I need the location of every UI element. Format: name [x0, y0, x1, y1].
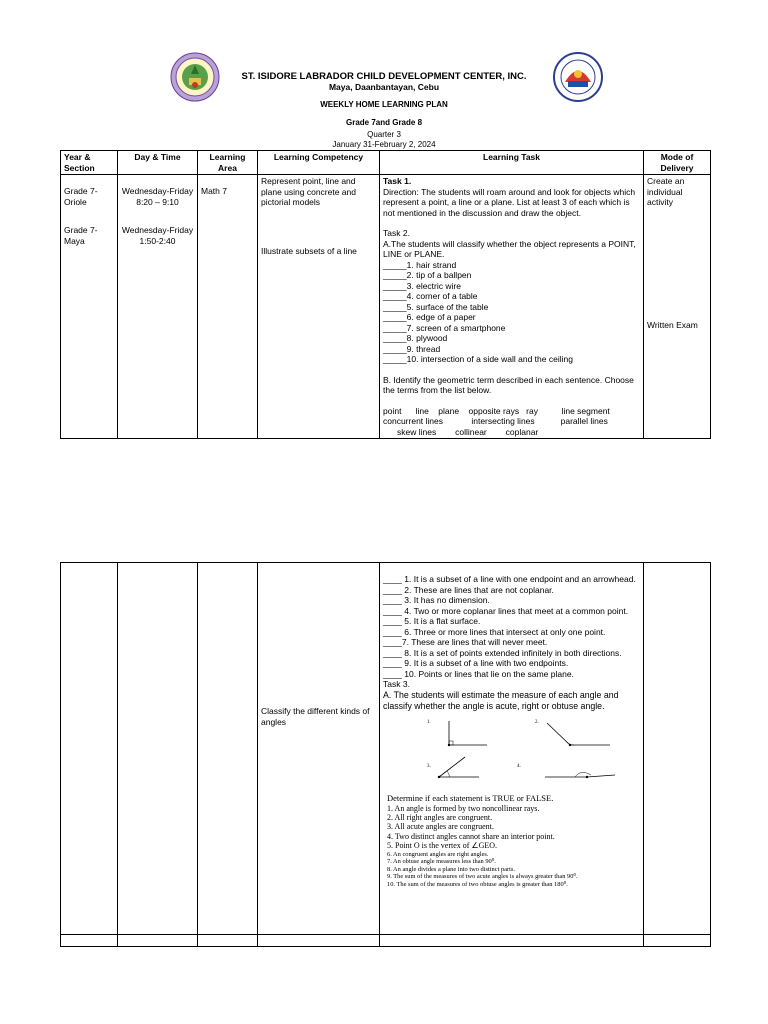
tf-heading: Determine if each statement is TRUE or FALSE.	[387, 792, 554, 803]
task3-text: A. The students will estimate the measure of each angle and classify whether the angle is acute, right or obtuse angle.	[383, 689, 619, 711]
time-oriole: Wednesday-Friday 8:20 – 9:10	[121, 186, 194, 207]
angles-figure	[425, 715, 650, 787]
table-row	[61, 935, 711, 947]
empty-cell	[258, 935, 380, 947]
task2-text: A.The students will classify whether the object represents a POINT, LINE or PLANE.	[383, 238, 636, 259]
list-item: ____ 10. Points or lines that lie on the same plane.	[383, 668, 574, 679]
list-item: 9. The sum of the measures of two acute angles is always greater than 90⁰.	[387, 873, 578, 881]
list-item: _____8. plywood	[383, 333, 448, 343]
grade-level: Grade 7and Grade 8	[345, 118, 423, 127]
list-item: 2. All right angles are congruent.	[387, 812, 493, 822]
day-time-cell	[118, 175, 198, 439]
list-item: 10. The sum of the measures of two obtuse angles is greater than 180⁰.	[387, 880, 568, 888]
mode-exam: Written Exam	[647, 319, 698, 330]
empty-cell	[61, 935, 118, 947]
task3-title: Task 3.	[383, 679, 410, 689]
list-item: 5. Point O is the vertex of ∠GEO.	[387, 841, 498, 851]
time-maya: Wednesday-Friday 1:50-2:40	[121, 225, 194, 246]
angle-label: 4.	[517, 763, 521, 769]
list-item: ____ 1. It is a subset of a line with one endpoint and an arrowhead.	[383, 574, 636, 584]
task2-title: Task 2.	[383, 228, 410, 238]
list-item: 1. An angle is formed by two noncollinear rays.	[387, 803, 540, 813]
list-item: ____ 5. It is a flat surface.	[383, 616, 481, 626]
section-maya: Grade 7- Maya	[64, 225, 98, 246]
list-item: _____5. surface of the table	[383, 301, 489, 312]
list-item: _____6. edge of a paper	[383, 312, 476, 322]
task1-text: Direction: The students will roam around and look for objects which represent a point, a line or a plane. List at least 3 of each which is not mentioned in the discussion and draw the object.	[383, 186, 636, 218]
list-item: 7. An obtuse angle measures less than 90⁰.	[387, 858, 496, 866]
section-oriole: Grade 7- Oriole	[64, 186, 98, 207]
header-day-time: Day & Time	[118, 151, 198, 175]
list-item: ____7. These are lines that will never meet.	[383, 637, 548, 647]
list-item: _____7. screen of a smartphone	[383, 322, 506, 333]
list-item: _____1. hair strand	[383, 259, 457, 270]
table-row	[61, 563, 711, 935]
learning-area-cell	[198, 175, 258, 439]
table-row	[61, 175, 711, 439]
angle-label: 1.	[427, 719, 431, 725]
part-b-text: B. Identify the geometric term described in each sentence. Choose the terms from the list below.	[383, 374, 634, 395]
empty-cell	[61, 563, 118, 935]
plan-title: WEEKLY HOME LEARNING PLAN	[320, 100, 448, 109]
section-cell	[61, 175, 118, 439]
learning-plan-table	[60, 150, 711, 439]
task2-list	[383, 260, 640, 365]
learning-area: Math 7	[201, 186, 227, 196]
header-competency: Learning Competency	[258, 151, 380, 175]
identify-terms-list	[383, 574, 640, 679]
list-item: ____ 9. It is a subset of a line with two endpoints.	[383, 658, 569, 668]
mode-activity: Create an individual activity	[647, 176, 685, 207]
list-item: _____3. electric wire	[383, 280, 461, 291]
quarter: Quarter 3	[367, 130, 401, 139]
empty-cell	[644, 935, 711, 947]
empty-cell	[644, 563, 711, 935]
empty-cell	[118, 935, 198, 947]
competency-cell	[258, 175, 380, 439]
competency-point-line-plane: Represent point, line and plane using concrete and pictorial models	[261, 176, 356, 207]
header-learning-area: Learning Area	[198, 151, 258, 175]
list-item: _____9. thread	[383, 343, 441, 354]
empty-cell	[380, 935, 644, 947]
competency-angles: Classify the different kinds of angles	[261, 706, 370, 727]
list-item: ____ 2. These are lines that are not coplanar.	[383, 584, 554, 595]
list-item: 3. All acute angles are congruent.	[387, 822, 494, 832]
list-item: ____ 8. It is a set of points extended infinitely in both directions.	[383, 647, 622, 658]
competency-cell	[258, 563, 380, 935]
table-header-row	[61, 151, 711, 175]
header-year-section: Year & Section	[61, 151, 118, 175]
task1-title: Task 1.	[383, 176, 412, 186]
tf-list	[387, 851, 640, 889]
school-name: ST. ISIDORE LABRADOR CHILD DEVELOPMENT CENTER, INC.	[241, 71, 527, 82]
mode-cell	[644, 175, 711, 439]
empty-cell	[118, 563, 198, 935]
terms-line: point line plane opposite rays ray line segment	[383, 405, 610, 416]
list-item: ____ 3. It has no dimension.	[383, 595, 490, 605]
competency-subsets-line: Illustrate subsets of a line	[261, 245, 357, 256]
angle-label: 3.	[427, 763, 431, 769]
empty-cell	[198, 935, 258, 947]
list-item: 8. An angle divides a plane into two distinct parts.	[387, 865, 515, 873]
tf-list	[387, 804, 640, 851]
terms-line: concurrent lines intersecting lines parallel lines	[383, 416, 608, 426]
empty-cell	[198, 563, 258, 935]
angle-label: 2.	[535, 719, 539, 725]
list-item: _____4. corner of a table	[383, 291, 478, 301]
list-item: 6. An congruent angles are right angles.	[387, 850, 489, 858]
list-item: ____ 4. Two or more coplanar lines that meet at a common point.	[383, 605, 629, 616]
school-location: Maya, Daanbantayan, Cebu	[328, 82, 440, 92]
learning-task-cell	[380, 175, 644, 439]
header-learning-task: Learning Task	[380, 151, 644, 175]
true-false-section	[387, 793, 640, 889]
learning-plan-table-continued	[60, 562, 711, 947]
list-item: 4. Two distinct angles cannot share an interior point.	[387, 831, 555, 841]
list-item: ____ 6. Three or more lines that intersect at only one point.	[383, 626, 606, 637]
list-item: _____2. tip of a ballpen	[383, 270, 472, 280]
terms-line: skew lines collinear coplanar	[397, 426, 539, 437]
list-item: _____10. intersection of a side wall and the ceiling	[383, 354, 573, 364]
date-range: January 31-February 2, 2024	[332, 140, 436, 149]
learning-task-cell	[380, 563, 644, 935]
header-mode: Mode of Delivery	[644, 151, 711, 175]
